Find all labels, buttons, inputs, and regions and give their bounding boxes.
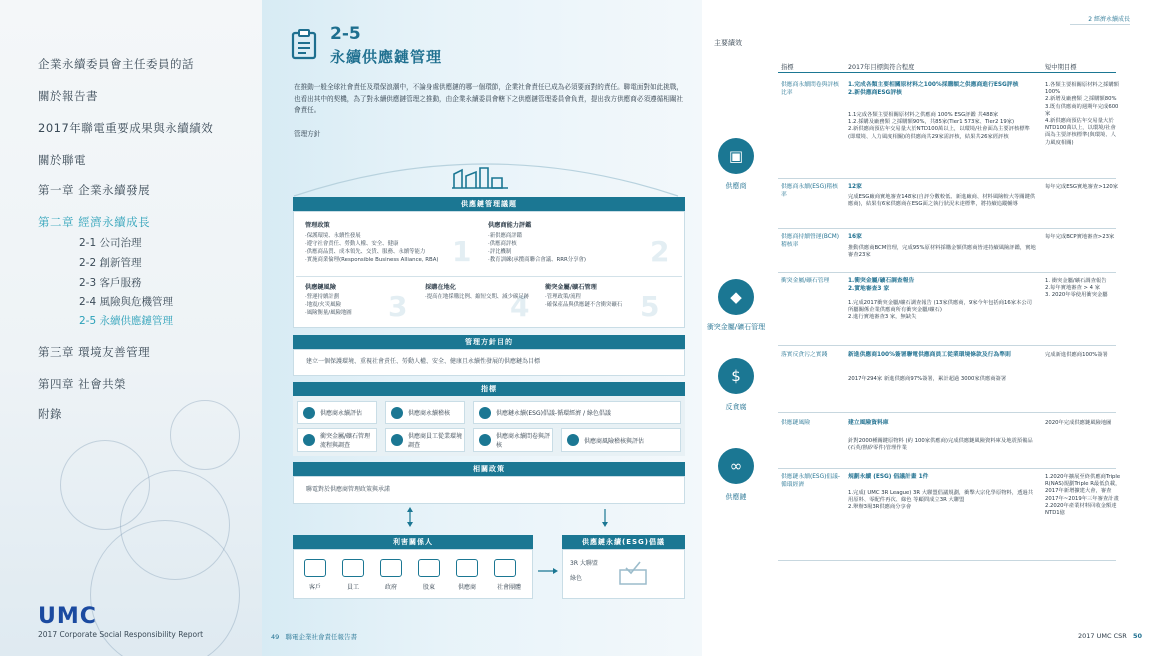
row-target: 建立風險資料庫 [848,420,889,426]
row-indicator: 衝突金屬/礦石管理 [781,278,830,284]
row-target: 12家 [848,184,862,190]
government-icon [380,559,402,577]
clipboard-icon [290,28,320,60]
connector-arrows [400,506,620,528]
row-short-term: 2020年完成供應鏈風險地圖 [1045,420,1112,426]
row-divider [778,228,1116,229]
survey-icon [479,434,491,446]
toc-item-chairman-message[interactable]: 企業永續委員會主任委員的話 [38,57,194,71]
handshake-icon [304,559,326,577]
tag-underline [1070,24,1130,25]
umc-logo: UMC [38,604,97,629]
money-bag-icon: $ [718,358,754,394]
chain-link-icon: ∞ [718,448,754,484]
row-result: 1.完成2017衝突金屬/礦石調查報告 (13家供應商，9家今年包括商16家本公司所屬關係企業供應商所有衝突金屬/礦石) 2.進行實地審查3 家，無缺失 [848,300,1032,321]
diamond-icon [303,434,315,446]
category-label: 供應鏈 [725,493,747,501]
decorative-circle [170,400,240,470]
intro-paragraph: 在推動一般全球社會責任及環保浪潮中，不論身處供應鏈的哪一個環節，企業社會責任已成為必須要面對的責任。聯電面對如此挑戰，也看出其中的契機，為了對永續供應鏈管理之推動，由企業永續委員會轄下之供應鏈管理委員會負責，提出我方供應商必須遵循相關社會責任。 [294,83,684,114]
local-procurement-title: 採購在地化 [425,284,456,291]
indicator-item: 衝突金屬/礦石管理流程與調查 [297,428,377,452]
factory-icon [450,164,510,190]
watermark-number: 3 [388,290,408,323]
building-icon [391,434,403,446]
stakeholder-label: 客戶 [308,584,321,591]
row-target: 規劃永續 (ESG) 倡議計畫 1件 [848,474,929,480]
indicators-header: 指標 [293,382,685,396]
row-result: 1.完成( UMC 3R League) 3R 大聯盟倡議規劃，衝擊大宗化學原物料，透過共用原料、零配件再次、綠色 等顧問成立3R 大聯盟 2.舉辦3場3R供應商分享會 [848,490,1034,511]
row-short-term: 完成新進供應商100%簽署 [1045,352,1108,358]
page-label: 2017 UMC CSR [1078,632,1127,640]
page-label: 聯電企業社會責任報告書 [285,633,357,641]
supplier-category-icon: ▣ [718,138,754,174]
check-icon [303,407,315,419]
right-page-footer [1078,632,1142,640]
column-header-short-term: 短中期目標 [1045,64,1077,71]
policy-title: 管理政策 [305,222,330,229]
toc-subitem-2-2[interactable]: 2-2 創新管理 [79,257,142,269]
watermark-number: 2 [650,235,670,268]
row-divider [778,468,1116,469]
esg-item: 綠色 [570,575,583,582]
policy-text: ‧保護環境、永續性發展 ‧遵守社會責任、勞動人權、安全、健康 ‧供應商品質、成本領先、交貨、服務、永續等能力 ‧實施商業倫理(Responsible Business Alliance, RBA) [305,233,439,263]
row-target: 新進供應商100%簽署聯電供應商員工從業環境條款及行為準則 [848,352,1011,358]
toc-subitem-2-4[interactable]: 2-4 風險與危機管理 [79,296,173,308]
row-indicator: 供應鏈風險 [781,420,810,426]
stakeholder-label: 股東 [422,584,435,591]
page-number: 49 [271,633,280,641]
toc-item-about-report[interactable]: 關於報告書 [38,89,98,103]
divider [296,276,682,277]
toc-item-chapter-4[interactable]: 第四章 社會共榮 [38,377,127,391]
goal-text: 建立一個保護環境、重視社會責任、勞動人權、安全、健康且永續性發展的供應鏈為目標 [293,349,685,376]
toc-subitem-2-5[interactable]: 2-5 永續供應鏈管理 [79,315,173,327]
row-indicator: 供應商持續營運(BCM)稽核率 [781,234,840,248]
table-of-contents-sidebar [0,0,262,656]
stakeholder-label: 供應商 [457,584,476,591]
toc-item-appendix[interactable]: 附錄 [38,407,62,421]
row-indicator: 供應商永續問卷與評核比率 [781,82,839,96]
indicator-item: 供應商員工從業環境調查 [385,428,465,452]
diamond-icon: ◆ [718,279,754,315]
row-divider [778,345,1116,346]
row-result: 1.1完成各類主要相關原材料之供應商 100% ESG評鑑 共488家 1.2.採購及廠務類 之採購額90%，共85家(Tier1 573家、Tier2 19家) 2.新供應商預估年交易量大於NTD100萬以上，以環境/社會面為主要評核標準(即環境、人力風度相關)的供應商共29家需評核，結果共26家經評核 [848,112,1030,140]
left-page-footer [271,632,357,641]
report-title: 2017 Corporate Social Responsibility Report [38,630,204,639]
row-indicator: 落實反貪污之實踐 [781,352,828,358]
row-target: 1.完成各類主要相關原材料之100%採購額之供應商進行ESG評核 2.新供應商ESG評核 [848,82,1019,96]
row-short-term: 每年完成BCP實地審查>23家 [1045,234,1115,240]
row-short-term: 1. 衝突金屬/礦石調查報告 2.每年實地審查 > 4 家 3. 2020年零使用衝突金屬 [1045,278,1108,299]
esg-item: 3R 大聯盟 [570,560,598,567]
row-result: 推動供應商BCM管理，完成95%原材料採購金額供應商皆達持續風險評鑑，實地審查23家 [848,245,1036,259]
supplier-evaluation-title: 供應商能力評鑑 [488,222,532,229]
recycle-icon [479,407,491,419]
indicator-item: 供應商永續評估 [297,401,377,424]
row-indicator: 供應商永續(ESG)稽核率 [781,184,838,198]
supplier-evaluation-text: ‧新供應商評鑑 ‧供應商評核 ‧評比機制 ‧教育訓練(承攬商聯合會議、RRR分享會) [488,233,587,263]
row-short-term: 1.2020年擴展至終供應商Triple R(NAS)規劃Triple R最低負載，2017年新增擴建大會，審查2017年~2019年三年審查計畫 2.2020年產業材料回收金額達NTD1億 [1045,474,1121,517]
local-procurement-text: ‧提高在地採購比例、縮短交期、減少碳足跡 [425,294,530,300]
conflict-minerals-text: ‧管理政策/流程 ‧確保產品與供應鏈不含衝突礦石 [545,294,623,308]
category-label: 反貪腐 [725,403,747,411]
toc-subitem-2-3[interactable]: 2-3 客戶服務 [79,277,142,289]
supply-chain-risk-title: 供應鏈風險 [305,284,336,291]
row-result: 完成ESG廠商實地審查148家(自評分數較低、新進廠商、材料風險較大等關鍵供應商)，結果有6家供應商在ESG面之執行狀況未達標準，將持續追蹤輔導 [848,194,1036,208]
heart-icon [494,559,516,577]
row-target: 16家 [848,234,862,240]
row-divider [778,272,1116,273]
goal-header: 管理方針目的 [293,335,685,349]
coins-icon [418,559,440,577]
watermark-number: 4 [510,290,530,323]
column-header-indicator: 指標 [781,64,794,71]
toc-item-chapter-3[interactable]: 第三章 環境友善管理 [38,345,151,359]
indicator-item: 供應商永續問卷與評核 [473,428,553,452]
tray-check-icon [618,560,648,586]
policy-text: 聯電對於供應商管理政策與承諾 [293,476,685,504]
search-icon [391,407,403,419]
warning-icon [567,434,579,446]
section-title: 永續供應鏈管理 [330,48,443,66]
row-result: 針對2000種關鍵原物料 (約 100家供應商)完成供應鏈風險資料庫及地震預備品 (石英/熱矽零件)管理作業 [848,438,1033,452]
category-label: 衝突金屬/礦石管理 [706,323,766,331]
watermark-number: 1 [452,235,472,268]
toc-item-chapter-1[interactable]: 第一章 企業永續發展 [38,183,151,197]
toc-subitem-2-1[interactable]: 2-1 公司治理 [79,237,142,249]
esg-header: 供應鏈永續(ESG)倡議 [562,535,685,549]
row-divider [778,560,1116,561]
row-short-term: 每年完成ESG實地審查>120家 [1045,184,1119,190]
row-divider [778,412,1116,413]
supply-chain-risk-text: ‧營運持續計劃 ‧地震/火災風險 ‧風險衡量/風險地圖 [305,294,352,316]
row-result: 2017年294家 新進供應商97%簽署，累計超過 3000家供應商簽署 [848,376,1007,382]
policy-header: 相關政策 [293,462,685,476]
watermark-number: 5 [640,290,660,323]
conflict-minerals-title: 衝突金屬/礦石管理 [545,284,597,291]
row-target: 1.衝突金屬/礦石調查報告 2.實地審查3 家 [848,278,915,292]
approach-label: 管理方針 [294,130,321,138]
stakeholders-header: 利害關係人 [293,535,533,549]
chapter-tag: 2 經濟永續成長 [1088,16,1130,23]
indicator-item: 供應鏈永續(ESG)倡議-循環經濟 / 綠色倡議 [473,401,681,424]
header-rule [778,72,1116,73]
stakeholder-label: 員工 [346,584,359,591]
category-label: 供應商 [725,182,747,190]
box-icon [456,559,478,577]
row-divider [778,178,1116,179]
stakeholder-label: 政府 [384,584,397,591]
performance-title: 主要績效 [714,39,742,47]
toc-item-2017-results[interactable]: 2017年聯電重要成果與永續績效 [38,121,214,135]
toc-item-chapter-2[interactable]: 第二章 經濟永續成長 [38,215,151,229]
indicator-item: 供應商永續稽核 [385,401,465,424]
page-number: 50 [1132,632,1143,640]
arrow-right-icon [536,566,560,576]
row-indicator: 供應鏈永續(ESG)倡議-循環經濟 [781,474,841,488]
column-header-target: 2017年目標與符合程度 [848,64,915,71]
row-short-term: 1.各類主要相關原材料之採購額100% 2.新增及廠務類 之採購額80% 3.既有供應商的週期年完成600家 4.新供應商預估年交易量大於NTD100萬以上，以環境/社會面為主要評核標準(與環境、人力風度相關) [1045,82,1119,146]
person-icon [342,559,364,577]
section-number: 2-5 [330,24,361,44]
stakeholder-label: 社會團體 [496,584,521,591]
indicator-item: 供應商風險稽核與評估 [561,428,681,452]
toc-item-about-umc[interactable]: 關於聯電 [38,153,86,167]
awareness-header: 供應鏈管理議題 [293,197,685,211]
